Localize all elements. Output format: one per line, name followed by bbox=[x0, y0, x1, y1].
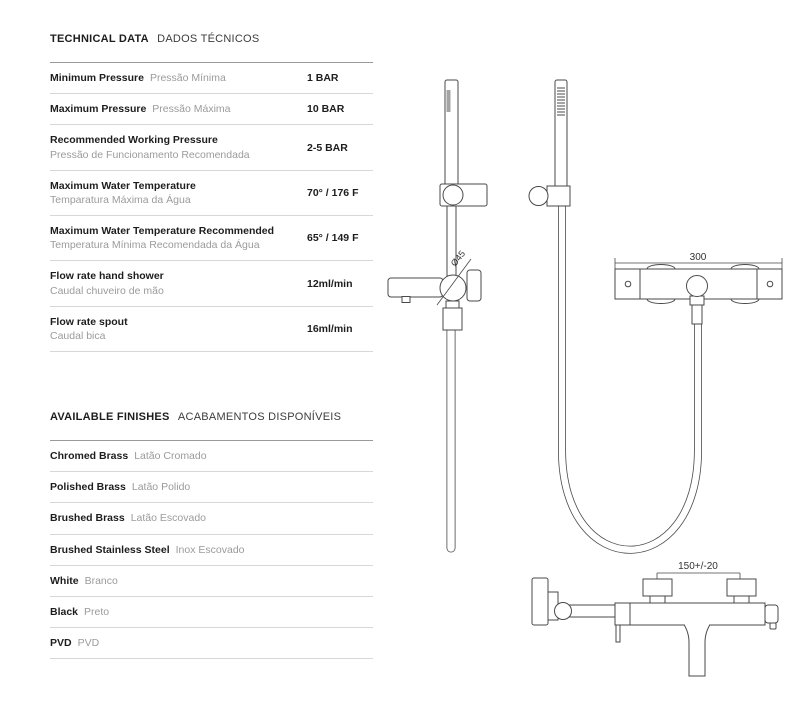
spec-row bbox=[50, 306, 373, 351]
spec-value: 65° / 149 F bbox=[307, 232, 359, 245]
shower-hose bbox=[562, 195, 698, 550]
spec-label-en: Flow rate hand shower bbox=[50, 270, 164, 283]
finish-label-pt: PVD bbox=[77, 637, 100, 650]
spec-label-pt: Temparatura Máxima da Água bbox=[50, 193, 191, 206]
spec-label-en: Maximum Water Temperature bbox=[50, 179, 196, 192]
spec-value: 12ml/min bbox=[307, 277, 353, 290]
technical-data-title-pt: DADOS TÉCNICOS bbox=[157, 33, 260, 45]
spec-row bbox=[50, 93, 373, 124]
spec-row bbox=[50, 260, 373, 305]
spec-label-en: Maximum Pressure bbox=[50, 103, 147, 116]
finish-row bbox=[50, 502, 373, 533]
available-finishes-section bbox=[50, 408, 373, 659]
spec-label-pt: Caudal bica bbox=[50, 329, 106, 342]
spec-value: 16ml/min bbox=[307, 322, 353, 335]
finish-label-en: Brushed Brass bbox=[50, 512, 125, 525]
spec-label-en: Maximum Water Temperature Recommended bbox=[50, 225, 275, 238]
finish-label-pt: Latão Escovado bbox=[130, 512, 207, 525]
spec-row bbox=[50, 215, 373, 260]
finish-row bbox=[50, 596, 373, 627]
spec-value: 1 BAR bbox=[307, 72, 339, 85]
finish-label-pt: Branco bbox=[84, 574, 118, 587]
screw-hole bbox=[767, 281, 773, 287]
available-finishes-title bbox=[50, 408, 373, 440]
finish-label-en: Black bbox=[50, 605, 79, 618]
finish-label-en: PVD bbox=[50, 637, 72, 650]
spec-value: 2-5 BAR bbox=[307, 141, 348, 154]
drawing-front-view-handshower bbox=[529, 80, 698, 550]
technical-data-table bbox=[50, 62, 373, 352]
spec-sheet-left-column bbox=[50, 30, 373, 659]
technical-data-title bbox=[50, 30, 373, 62]
spec-label-en: Minimum Pressure bbox=[50, 72, 144, 84]
spec-row bbox=[50, 124, 373, 169]
drawing-bar-top-view bbox=[615, 252, 782, 324]
screw-hole bbox=[625, 281, 631, 287]
available-finishes-title-pt: ACABAMENTOS DISPONÍVEIS bbox=[177, 411, 342, 424]
spec-label-pt: Pressão Mínima bbox=[149, 72, 226, 84]
available-finishes-title-en: AVAILABLE FINISHES bbox=[50, 411, 170, 424]
finish-label-en: Brushed Stainless Steel bbox=[50, 543, 170, 556]
finish-row bbox=[50, 471, 373, 502]
spout-down bbox=[684, 625, 710, 677]
spec-label-pt: Pressão de Funcionamento Recomendada bbox=[50, 148, 250, 161]
finish-label-pt: Latão Polido bbox=[131, 481, 191, 494]
drawing-mixer-front-view bbox=[532, 561, 778, 676]
dimension-line-inlet-spacing bbox=[657, 573, 740, 579]
dimension-label-diameter: Ø45 bbox=[448, 248, 468, 269]
spec-label-en: Flow rate spout bbox=[50, 315, 128, 328]
finish-row bbox=[50, 627, 373, 658]
dimension-label-inlet-spacing: 150+/-20 bbox=[678, 561, 718, 572]
finish-label-en: White bbox=[50, 574, 79, 587]
spec-row bbox=[50, 170, 373, 215]
drawing-side-view bbox=[388, 80, 487, 548]
technical-data-title-en: TECHNICAL DATA bbox=[50, 33, 149, 45]
spec-label-pt: Pressão Máxima bbox=[152, 103, 231, 116]
spec-value: 70° / 176 F bbox=[307, 186, 359, 199]
finish-label-en: Polished Brass bbox=[50, 481, 126, 494]
finish-label-pt: Latão Cromado bbox=[134, 450, 207, 463]
spec-value: 10 BAR bbox=[307, 103, 345, 116]
dimension-label-bar-width: 300 bbox=[689, 252, 707, 263]
available-finishes-table bbox=[50, 440, 373, 659]
finish-label-pt: Preto bbox=[84, 605, 110, 618]
technical-drawings-svg bbox=[380, 55, 800, 711]
finish-label-en: Chromed Brass bbox=[50, 450, 129, 463]
finish-label-pt: Inox Escovado bbox=[175, 543, 245, 556]
technical-drawings bbox=[380, 55, 800, 716]
finish-row bbox=[50, 534, 373, 565]
spec-label-pt: Temperatura Mínima Recomendada da Água bbox=[50, 239, 260, 252]
finish-row bbox=[50, 565, 373, 596]
spec-row bbox=[50, 63, 373, 93]
finish-row bbox=[50, 441, 373, 471]
spec-label-pt: Caudal chuveiro de mão bbox=[50, 284, 164, 297]
spec-label-en: Recommended Working Pressure bbox=[50, 134, 218, 147]
